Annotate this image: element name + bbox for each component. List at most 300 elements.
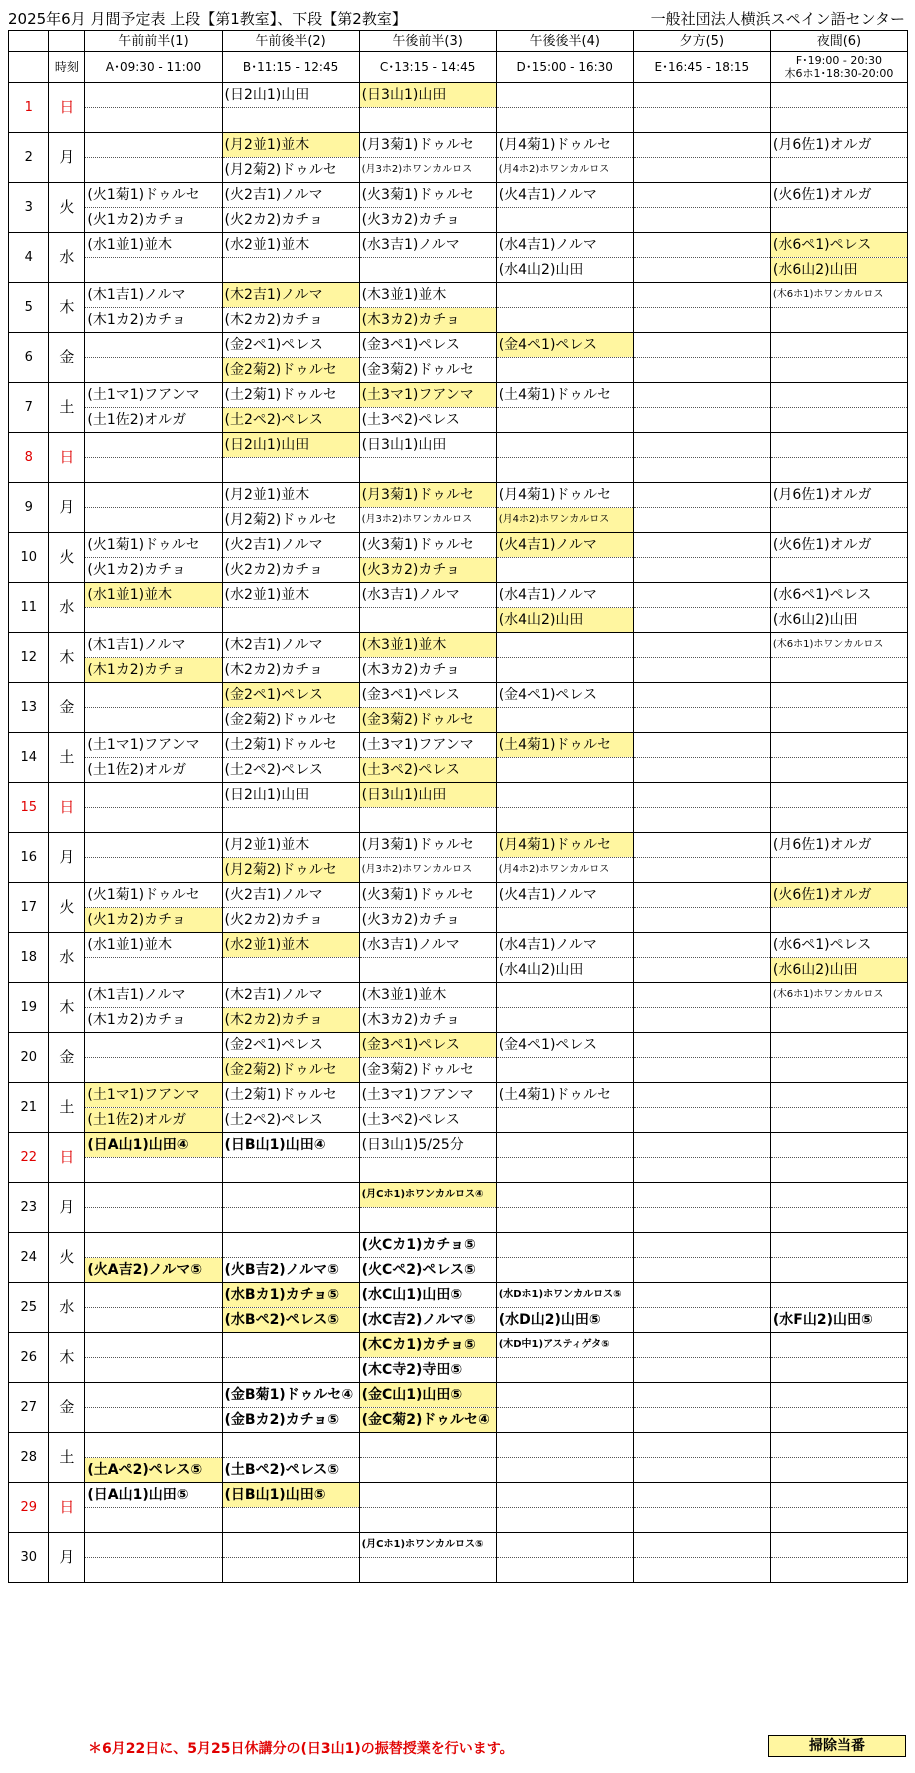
- class-cell: (火2吉1)ノルマ: [222, 533, 359, 558]
- class-cell: [633, 433, 770, 458]
- class-cell: (日A山1)山田④: [85, 1133, 222, 1158]
- class-cell: [770, 108, 907, 133]
- class-cell: (土1佐2)オルガ: [85, 408, 222, 433]
- class-cell: [85, 1208, 222, 1233]
- class-cell: (火4吉1)ノルマ: [496, 533, 633, 558]
- corner-cell: [49, 31, 85, 52]
- class-cell: (水4吉1)ノルマ: [496, 583, 633, 608]
- class-cell: (日B山1)山田④: [222, 1133, 359, 1158]
- class-cell: (火4吉1)ノルマ: [496, 883, 633, 908]
- class-cell: [633, 358, 770, 383]
- class-cell: (木C寺2)寺田⑤: [359, 1358, 496, 1383]
- class-cell: [359, 1208, 496, 1233]
- class-cell: (水6山2)山田: [770, 258, 907, 283]
- class-cell: [770, 208, 907, 233]
- class-cell: (水2並1)並木: [222, 233, 359, 258]
- class-cell: [770, 1433, 907, 1458]
- class-cell: (火3菊1)ドゥルセ: [359, 533, 496, 558]
- class-cell: (火1菊1)ドゥルセ: [85, 533, 222, 558]
- day-row-top: [9, 133, 908, 158]
- date-number: 11: [9, 583, 49, 633]
- weekday: 金: [49, 683, 85, 733]
- class-cell: [633, 1133, 770, 1158]
- class-cell: [770, 408, 907, 433]
- class-cell: [85, 333, 222, 358]
- class-cell: (水1並1)並木: [85, 583, 222, 608]
- class-cell: (金4ペ1)ペレス: [496, 333, 633, 358]
- date-number: 5: [9, 283, 49, 333]
- class-cell: (日3山1)山田: [359, 83, 496, 108]
- time-f-line1: F･19:00 - 20:30: [795, 54, 883, 67]
- class-cell: (月Cホ1)ホワンカルロス④: [359, 1183, 496, 1208]
- class-cell: [85, 958, 222, 983]
- class-cell: [85, 708, 222, 733]
- date-number: 26: [9, 1333, 49, 1383]
- date-number: 27: [9, 1383, 49, 1433]
- class-cell: (金Bカ2)カチョ⑤: [222, 1408, 359, 1433]
- class-cell: (土2菊1)ドゥルセ: [222, 383, 359, 408]
- day-row-top: [9, 583, 908, 608]
- class-cell: (火2カ2)カチョ: [222, 908, 359, 933]
- class-cell: [770, 683, 907, 708]
- class-cell: (火6佐1)オルガ: [770, 533, 907, 558]
- class-cell: [85, 1308, 222, 1333]
- date-number: 29: [9, 1483, 49, 1533]
- class-cell: [633, 383, 770, 408]
- date-number: 22: [9, 1133, 49, 1183]
- class-cell: (月4菊1)ドゥルセ: [496, 483, 633, 508]
- class-cell: (木Cカ1)カチョ⑤: [359, 1333, 496, 1358]
- class-cell: [770, 1508, 907, 1533]
- class-cell: (火3菊1)ドゥルセ: [359, 183, 496, 208]
- class-cell: [85, 808, 222, 833]
- class-cell: [359, 608, 496, 633]
- class-cell: [633, 158, 770, 183]
- day-row-top: [9, 933, 908, 958]
- class-cell: [496, 558, 633, 583]
- day-row-bot: [9, 1258, 908, 1283]
- class-cell: (水4山2)山田: [496, 608, 633, 633]
- class-cell: (火1カ2)カチョ: [85, 908, 222, 933]
- class-cell: [770, 1133, 907, 1158]
- class-cell: [85, 783, 222, 808]
- class-cell: [770, 1533, 907, 1558]
- class-cell: [496, 1433, 633, 1458]
- class-cell: (金3ペ1)ペレス: [359, 683, 496, 708]
- class-cell: (月Cホ1)ホワンカルロス⑤: [359, 1533, 496, 1558]
- class-cell: [85, 1408, 222, 1433]
- class-cell: (日3山1)山田: [359, 433, 496, 458]
- day-row-bot: [9, 958, 908, 983]
- class-cell: [633, 1383, 770, 1408]
- day-row-bot: [9, 258, 908, 283]
- time-label: 時刻: [49, 52, 85, 83]
- class-cell: (土4菊1)ドゥルセ: [496, 383, 633, 408]
- class-cell: [85, 858, 222, 883]
- day-row-top: [9, 433, 908, 458]
- class-cell: [496, 983, 633, 1008]
- class-cell: [222, 458, 359, 483]
- period-header: 午後前半(3): [359, 31, 496, 52]
- weekday: 月: [49, 1533, 85, 1583]
- class-cell: [85, 1533, 222, 1558]
- class-cell: (金C菊2)ドゥルセ④: [359, 1408, 496, 1433]
- class-cell: [85, 108, 222, 133]
- date-number: 18: [9, 933, 49, 983]
- class-cell: [496, 1233, 633, 1258]
- class-cell: [770, 1058, 907, 1083]
- weekday: 金: [49, 1033, 85, 1083]
- day-row-bot: [9, 408, 908, 433]
- class-cell: (水3吉1)ノルマ: [359, 583, 496, 608]
- class-cell: [633, 683, 770, 708]
- class-cell: (火Cペ2)ペレス⑤: [359, 1258, 496, 1283]
- class-cell: [496, 1208, 633, 1233]
- weekday: 日: [49, 83, 85, 133]
- class-cell: (火2カ2)カチョ: [222, 558, 359, 583]
- class-cell: [359, 108, 496, 133]
- class-cell: (月2菊2)ドゥルセ: [222, 158, 359, 183]
- date-number: 9: [9, 483, 49, 533]
- class-cell: (金2ペ1)ペレス: [222, 1033, 359, 1058]
- class-cell: (火1カ2)カチョ: [85, 558, 222, 583]
- class-cell: (月2並1)並木: [222, 133, 359, 158]
- class-cell: [633, 1508, 770, 1533]
- day-row-top: [9, 1433, 908, 1458]
- class-cell: (火A吉2)ノルマ⑤: [85, 1258, 222, 1283]
- day-row-top: [9, 383, 908, 408]
- class-cell: [85, 158, 222, 183]
- period-header: 夜間(6): [770, 31, 907, 52]
- day-row-bot: [9, 858, 908, 883]
- weekday: 土: [49, 1083, 85, 1133]
- date-number: 13: [9, 683, 49, 733]
- class-cell: [496, 208, 633, 233]
- footer-note: ＊6月22日に、5月25日休講分の(日3山1)の振替授業を行います。: [88, 1741, 514, 1757]
- day-row-bot: [9, 1558, 908, 1583]
- class-cell: [85, 1283, 222, 1308]
- class-cell: (水4山2)山田: [496, 958, 633, 983]
- class-cell: (月6佐1)オルガ: [770, 833, 907, 858]
- class-cell: [633, 183, 770, 208]
- class-cell: (木3並1)並木: [359, 633, 496, 658]
- class-cell: [496, 1058, 633, 1083]
- class-cell: [633, 858, 770, 883]
- class-cell: [85, 1158, 222, 1183]
- class-cell: (木1吉1)ノルマ: [85, 633, 222, 658]
- day-row-bot: [9, 1358, 908, 1383]
- class-cell: (金3ペ1)ペレス: [359, 1033, 496, 1058]
- period-header: 午前後半(2): [222, 31, 359, 52]
- date-number: 23: [9, 1183, 49, 1233]
- class-cell: [85, 483, 222, 508]
- class-cell: (金4ペ1)ペレス: [496, 683, 633, 708]
- date-number: 16: [9, 833, 49, 883]
- class-cell: [633, 908, 770, 933]
- day-row-top: [9, 1233, 908, 1258]
- class-cell: [359, 1158, 496, 1183]
- day-row-bot: [9, 908, 908, 933]
- class-cell: (土3ペ2)ペレス: [359, 1108, 496, 1133]
- day-row-top: [9, 1183, 908, 1208]
- day-row-bot: [9, 358, 908, 383]
- day-row-top: [9, 533, 908, 558]
- class-cell: [633, 1408, 770, 1433]
- class-cell: [222, 958, 359, 983]
- class-cell: [770, 383, 907, 408]
- class-cell: [770, 1408, 907, 1433]
- weekday: 木: [49, 983, 85, 1033]
- weekday: 日: [49, 1483, 85, 1533]
- corner-cell: [9, 52, 49, 83]
- class-cell: (金3ペ1)ペレス: [359, 333, 496, 358]
- period-header: 夕方(5): [633, 31, 770, 52]
- class-cell: (木1カ2)カチョ: [85, 308, 222, 333]
- class-cell: [496, 1458, 633, 1483]
- class-cell: [770, 458, 907, 483]
- class-cell: (土1佐2)オルガ: [85, 1108, 222, 1133]
- class-cell: (水4山2)山田: [496, 258, 633, 283]
- date-number: 6: [9, 333, 49, 383]
- class-cell: [359, 1433, 496, 1458]
- class-cell: (火1菊1)ドゥルセ: [85, 183, 222, 208]
- weekday: 水: [49, 233, 85, 283]
- class-cell: (木3並1)並木: [359, 283, 496, 308]
- class-cell: [770, 508, 907, 533]
- class-cell: (木2カ2)カチョ: [222, 1008, 359, 1033]
- corner-cell: [9, 31, 49, 52]
- class-cell: (金3菊2)ドゥルセ: [359, 358, 496, 383]
- class-cell: (水6山2)山田: [770, 958, 907, 983]
- class-cell: (金2菊2)ドゥルセ: [222, 1058, 359, 1083]
- class-cell: (木2カ2)カチョ: [222, 308, 359, 333]
- class-cell: [633, 1033, 770, 1058]
- day-row-bot: [9, 708, 908, 733]
- day-row-top: [9, 833, 908, 858]
- class-cell: (木D中1)アスティゲタ⑤: [496, 1333, 633, 1358]
- class-cell: (土4菊1)ドゥルセ: [496, 733, 633, 758]
- class-cell: (水3吉1)ノルマ: [359, 233, 496, 258]
- class-cell: (水2並1)並木: [222, 933, 359, 958]
- weekday: 日: [49, 783, 85, 833]
- class-cell: [633, 533, 770, 558]
- class-cell: (金3菊2)ドゥルセ: [359, 1058, 496, 1083]
- date-number: 20: [9, 1033, 49, 1083]
- class-cell: [222, 608, 359, 633]
- class-cell: [770, 1008, 907, 1033]
- class-cell: (木1カ2)カチョ: [85, 658, 222, 683]
- day-row-bot: [9, 458, 908, 483]
- class-cell: [85, 1333, 222, 1358]
- class-cell: [633, 1083, 770, 1108]
- class-cell: [633, 883, 770, 908]
- class-cell: [770, 1383, 907, 1408]
- class-cell: (水C山1)山田⑤: [359, 1283, 496, 1308]
- weekday: 土: [49, 1433, 85, 1483]
- class-cell: (水6ペ1)ペレス: [770, 233, 907, 258]
- class-cell: (日2山1)山田: [222, 783, 359, 808]
- class-cell: [770, 308, 907, 333]
- class-cell: (月4ホ2)ホワンカルロス: [496, 858, 633, 883]
- class-cell: [85, 1233, 222, 1258]
- day-row-top: [9, 633, 908, 658]
- class-cell: [496, 658, 633, 683]
- class-cell: (水C吉2)ノルマ⑤: [359, 1308, 496, 1333]
- class-cell: [770, 858, 907, 883]
- day-row-top: [9, 683, 908, 708]
- class-cell: [222, 1233, 359, 1258]
- class-cell: [359, 1508, 496, 1533]
- class-cell: [633, 783, 770, 808]
- day-row-top: [9, 1333, 908, 1358]
- class-cell: [633, 1058, 770, 1083]
- class-cell: (火3カ2)カチョ: [359, 558, 496, 583]
- class-cell: (月4菊1)ドゥルセ: [496, 833, 633, 858]
- date-number: 19: [9, 983, 49, 1033]
- class-cell: [496, 408, 633, 433]
- class-cell: (木3カ2)カチョ: [359, 1008, 496, 1033]
- class-cell: (日B山1)山田⑤: [222, 1483, 359, 1508]
- class-cell: (月2並1)並木: [222, 833, 359, 858]
- class-cell: (木2吉1)ノルマ: [222, 633, 359, 658]
- class-cell: (金3菊2)ドゥルセ: [359, 708, 496, 733]
- class-cell: (水3吉1)ノルマ: [359, 933, 496, 958]
- class-cell: [770, 1233, 907, 1258]
- class-cell: [222, 1433, 359, 1458]
- class-cell: (水1並1)並木: [85, 933, 222, 958]
- day-row-top: [9, 483, 908, 508]
- class-cell: (水6ペ1)ペレス: [770, 583, 907, 608]
- class-cell: [496, 458, 633, 483]
- class-cell: [633, 1233, 770, 1258]
- class-cell: (月2並1)並木: [222, 483, 359, 508]
- class-cell: [222, 1333, 359, 1358]
- class-cell: [633, 608, 770, 633]
- class-cell: [770, 558, 907, 583]
- day-row-bot: [9, 808, 908, 833]
- class-cell: [85, 508, 222, 533]
- day-row-top: [9, 1133, 908, 1158]
- class-cell: (木3カ2)カチョ: [359, 658, 496, 683]
- class-cell: [633, 1208, 770, 1233]
- class-cell: [770, 1558, 907, 1583]
- class-cell: [633, 1433, 770, 1458]
- date-number: 4: [9, 233, 49, 283]
- class-cell: [85, 433, 222, 458]
- date-number: 2: [9, 133, 49, 183]
- class-cell: (火3カ2)カチョ: [359, 208, 496, 233]
- class-cell: (木6ホ1)ホワンカルロス: [770, 633, 907, 658]
- date-number: 8: [9, 433, 49, 483]
- class-cell: (土Bペ2)ペレス⑤: [222, 1458, 359, 1483]
- class-cell: [85, 683, 222, 708]
- date-number: 30: [9, 1533, 49, 1583]
- day-row-top: [9, 233, 908, 258]
- time-header: C･13:15 - 14:45: [359, 52, 496, 83]
- class-cell: [770, 1458, 907, 1483]
- class-cell: (土Aペ2)ペレス⑤: [85, 1458, 222, 1483]
- class-cell: (火1カ2)カチョ: [85, 208, 222, 233]
- class-cell: [222, 1158, 359, 1183]
- class-cell: [496, 708, 633, 733]
- class-cell: [496, 283, 633, 308]
- class-cell: (火3菊1)ドゥルセ: [359, 883, 496, 908]
- weekday: 木: [49, 1333, 85, 1383]
- class-cell: [633, 1158, 770, 1183]
- class-cell: (金4ペ1)ペレス: [496, 1033, 633, 1058]
- class-cell: [496, 1358, 633, 1383]
- class-cell: [85, 1433, 222, 1458]
- class-cell: [770, 733, 907, 758]
- class-cell: [633, 1308, 770, 1333]
- date-number: 14: [9, 733, 49, 783]
- class-cell: [359, 1558, 496, 1583]
- class-cell: [770, 1183, 907, 1208]
- day-row-bot: [9, 658, 908, 683]
- weekday: 火: [49, 883, 85, 933]
- class-cell: [633, 658, 770, 683]
- class-cell: (土3マ1)フアンマ: [359, 1083, 496, 1108]
- class-cell: [770, 1158, 907, 1183]
- class-cell: [496, 83, 633, 108]
- class-cell: (土2菊1)ドゥルセ: [222, 733, 359, 758]
- class-cell: [633, 1358, 770, 1383]
- class-cell: [633, 208, 770, 233]
- date-number: 12: [9, 633, 49, 683]
- class-cell: [85, 1058, 222, 1083]
- class-cell: [222, 808, 359, 833]
- class-cell: [633, 1483, 770, 1508]
- weekday: 木: [49, 633, 85, 683]
- class-cell: (木1吉1)ノルマ: [85, 283, 222, 308]
- class-cell: (火B吉2)ノルマ⑤: [222, 1258, 359, 1283]
- class-cell: [496, 1508, 633, 1533]
- period-header: 午後後半(4): [496, 31, 633, 52]
- weekday: 木: [49, 283, 85, 333]
- date-number: 17: [9, 883, 49, 933]
- period-header: 午前前半(1): [85, 31, 222, 52]
- class-cell: (月3ホ2)ホワンカルロス: [359, 858, 496, 883]
- class-cell: (火6佐1)オルガ: [770, 883, 907, 908]
- day-row-top: [9, 783, 908, 808]
- weekday: 日: [49, 1133, 85, 1183]
- weekday: 月: [49, 483, 85, 533]
- day-row-bot: [9, 1308, 908, 1333]
- class-cell: [770, 658, 907, 683]
- class-cell: (水Dホ1)ホワンカルロス⑤: [496, 1283, 633, 1308]
- class-cell: (月4ホ2)ホワンカルロス: [496, 158, 633, 183]
- class-cell: (土2菊1)ドゥルセ: [222, 1083, 359, 1108]
- class-cell: [633, 308, 770, 333]
- class-cell: (火Cカ1)カチョ⑤: [359, 1233, 496, 1258]
- date-number: 10: [9, 533, 49, 583]
- class-cell: [222, 1508, 359, 1533]
- class-cell: [496, 1408, 633, 1433]
- date-number: 28: [9, 1433, 49, 1483]
- class-cell: [496, 358, 633, 383]
- class-cell: (火2吉1)ノルマ: [222, 883, 359, 908]
- class-cell: [770, 808, 907, 833]
- class-cell: [496, 1133, 633, 1158]
- day-row-bot: [9, 1058, 908, 1083]
- class-cell: [770, 1083, 907, 1108]
- class-cell: (月3菊1)ドゥルセ: [359, 133, 496, 158]
- weekday: 月: [49, 1183, 85, 1233]
- class-cell: [85, 258, 222, 283]
- class-cell: (水4吉1)ノルマ: [496, 233, 633, 258]
- time-header-f: [770, 52, 907, 83]
- class-cell: [633, 83, 770, 108]
